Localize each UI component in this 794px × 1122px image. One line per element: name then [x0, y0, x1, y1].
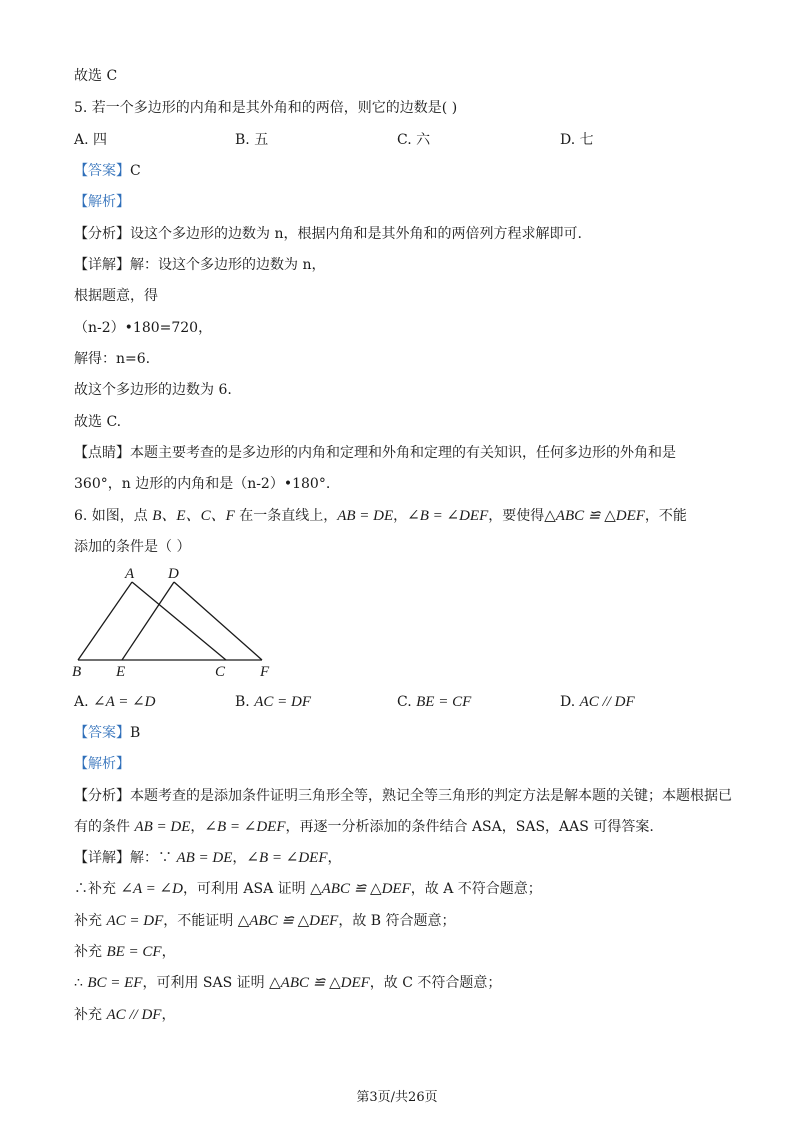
label-e: E	[116, 664, 126, 680]
q6-fenxi-2: 有的条件 AB = DE，∠B = ∠DEF，再逐一分析添加的条件结合 ASA，SAS，AAS 可得答案.	[74, 819, 654, 835]
q6-xiangjie-5: ∴ BC = EF，可利用 SAS 证明 △ABC ≌ △DEF，故 C 不符合题意；	[74, 975, 502, 991]
q6-analysis-tag: 【解析】	[74, 756, 130, 772]
q6-triangle-figure	[66, 562, 286, 682]
page-footer: 第3页/共26页	[356, 1090, 438, 1105]
label-b: B	[72, 664, 82, 680]
q5-option-c: C. 六	[397, 132, 431, 148]
q6-option-c: C. BE = CF	[397, 694, 472, 710]
q5-dianjing-1: 【点睛】本题主要考查的是多边形的内角和定理和外角和定理的有关知识，任何多边形的外角和是	[74, 445, 676, 461]
q6-xiangjie-3: 补充 AC = DF，不能证明 △ABC ≌ △DEF，故 B 符合题意；	[74, 913, 456, 929]
q6-answer: 【答案】B	[74, 725, 141, 741]
q6-question-line2: 添加的条件是（ ）	[74, 539, 191, 555]
q6-xiangjie-6: 补充 AC // DF，	[74, 1007, 176, 1023]
q6-xiangjie-4: 补充 BE = CF，	[74, 944, 176, 960]
q5-question: 5. 若一个多边形的内角和是其外角和的两倍，则它的边数是( )	[74, 100, 458, 116]
q5-dianjing-2: 360°，n 边形的内角和是（n-2）•180°.	[74, 476, 331, 492]
answer-tag: 【答案】	[74, 725, 130, 741]
q6-fenxi-1: 【分析】本题考查的是添加条件证明三角形全等，熟记全等三角形的判定方法是解本题的关键；本题根据已	[74, 788, 732, 804]
segment-de	[122, 582, 174, 660]
q6-xiangjie-1: 【详解】解：∵ AB = DE，∠B = ∠DEF，	[74, 850, 342, 866]
q5-fenxi: 【分析】设这个多边形的边数为 n，根据内角和是其外角和的两倍列方程求解即可.	[74, 226, 582, 242]
q5-step-4: 故这个多边形的边数为 6.	[74, 382, 232, 398]
q5-option-d: D. 七	[560, 132, 594, 148]
q5-step-2: （n-2）•180=720，	[74, 320, 213, 336]
label-a: A	[125, 566, 135, 582]
q5-step-3: 解得：n=6.	[74, 351, 151, 367]
segment-ab	[78, 582, 132, 660]
q6-option-d: D. AC // DF	[560, 694, 635, 710]
q5-analysis-tag: 【解析】	[74, 194, 130, 210]
label-d: D	[168, 566, 179, 582]
q6-question: 6. 如图，点 B、E、C、F 在一条直线上，AB = DE，∠B = ∠DEF，要使得△ABC ≌ △DEF，不能	[74, 508, 687, 524]
q5-step-1: 根据题意，得	[74, 288, 158, 304]
q5-xiangjie: 【详解】解：设这个多边形的边数为 n，	[74, 257, 326, 273]
q5-answer: 【答案】C	[74, 163, 141, 179]
answer-tag: 【答案】	[74, 163, 130, 179]
segment-ac	[132, 582, 226, 660]
q5-step-5: 故选 C.	[74, 414, 122, 430]
q5-option-a: A. 四	[74, 132, 108, 148]
q6-option-b: B. AC = DF	[235, 694, 311, 710]
q6-option-a: A. ∠A = ∠D	[74, 694, 156, 710]
q4-conclusion: 故选 C	[74, 68, 118, 84]
segment-df	[174, 582, 262, 660]
label-c: C	[215, 664, 226, 680]
label-f: F	[260, 664, 270, 680]
q6-xiangjie-2: ∴补充 ∠A = ∠D，可利用 ASA 证明 △ABC ≌ △DEF，故 A 不符合题意；	[74, 881, 542, 897]
q5-option-b: B. 五	[235, 132, 269, 148]
